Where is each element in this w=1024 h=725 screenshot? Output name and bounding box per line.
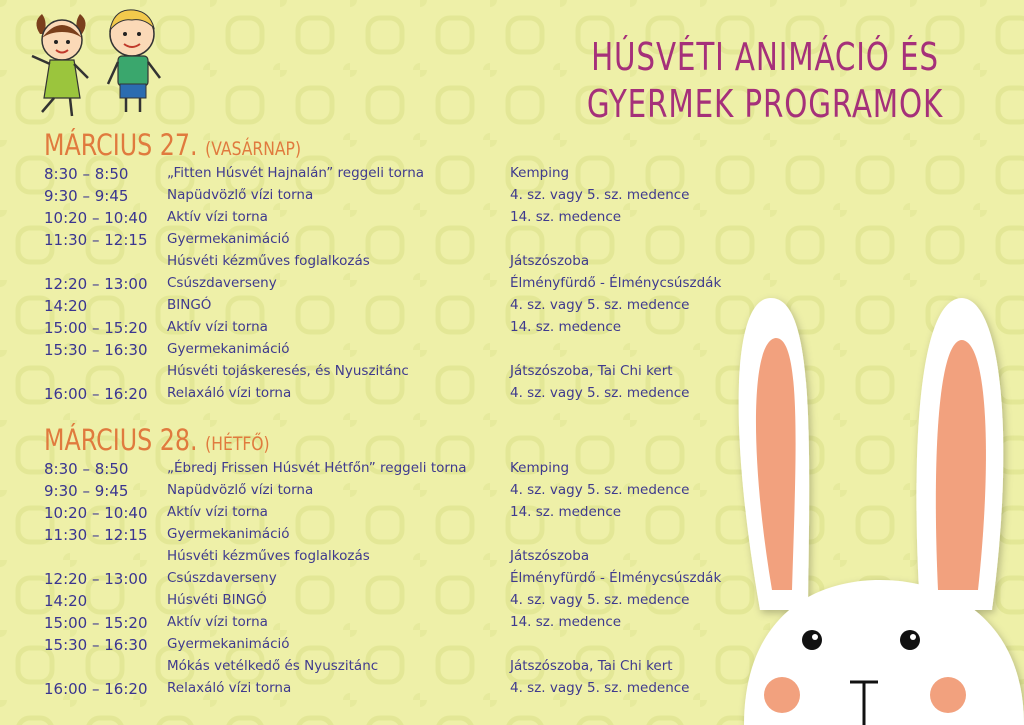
kids-illustration bbox=[20, 4, 180, 122]
day-weekday: (VASÁRNAP) bbox=[205, 138, 302, 160]
day-heading bbox=[44, 130, 438, 164]
title-line-1: HÚSVÉTI ANIMÁCIÓ ÉS bbox=[591, 35, 939, 79]
schedule-program: Gyermekanimáció bbox=[167, 341, 290, 357]
boy-figure bbox=[108, 10, 160, 112]
schedule-program: Aktív vízi torna bbox=[167, 614, 268, 630]
schedule-program: Relaxáló vízi torna bbox=[167, 680, 292, 696]
schedule-program: Húsvéti kézműves foglalkozás bbox=[167, 253, 370, 269]
schedule-program: Húsvéti tojáskeresés, és Nyuszitánc bbox=[167, 363, 409, 379]
schedule-program: Aktív vízi torna bbox=[167, 209, 268, 225]
schedule-program: „Ébredj Frissen Húsvét Hétfőn” reggeli torna bbox=[167, 460, 467, 476]
schedule-time: 16:00 – 16:20 bbox=[44, 680, 148, 698]
schedule-time: 10:20 – 10:40 bbox=[44, 504, 148, 522]
schedule-time: 9:30 – 9:45 bbox=[44, 187, 129, 205]
schedule-time: 15:00 – 15:20 bbox=[44, 614, 148, 632]
schedule-time: 10:20 – 10:40 bbox=[44, 209, 148, 227]
schedule-program: Mókás vetélkedő és Nyuszitánc bbox=[167, 658, 379, 674]
schedule-location: 14. sz. medence bbox=[510, 209, 622, 225]
schedule-location: 4. sz. vagy 5. sz. medence bbox=[510, 385, 690, 401]
schedule-time: 11:30 – 12:15 bbox=[44, 231, 148, 249]
schedule-program: Húsvéti BINGÓ bbox=[167, 592, 267, 608]
page-title bbox=[554, 34, 975, 128]
schedule-time: 15:30 – 16:30 bbox=[44, 341, 148, 359]
schedule-time: 8:30 – 8:50 bbox=[44, 460, 129, 478]
schedule-program: Húsvéti kézműves foglalkozás bbox=[167, 548, 370, 564]
schedule-location: Játszószoba bbox=[510, 548, 590, 564]
schedule-location: 4. sz. vagy 5. sz. medence bbox=[510, 297, 690, 313]
schedule-location: Játszószoba, Tai Chi kert bbox=[510, 363, 673, 379]
bunny-illustration bbox=[730, 290, 1024, 725]
schedule-location: 14. sz. medence bbox=[510, 504, 622, 520]
schedule-program: „Fitten Húsvét Hajnalán” reggeli torna bbox=[167, 165, 425, 181]
day-date: MÁRCIUS 27. bbox=[44, 128, 198, 162]
schedule-time: 15:30 – 16:30 bbox=[44, 636, 148, 654]
schedule-time: 8:30 – 8:50 bbox=[44, 165, 129, 183]
schedule-time: 12:20 – 13:00 bbox=[44, 275, 148, 293]
schedule-location: Kemping bbox=[510, 460, 570, 476]
schedule-program: Csúszdaverseny bbox=[167, 570, 277, 586]
schedule-location: 14. sz. medence bbox=[510, 319, 622, 335]
schedule-time: 11:30 – 12:15 bbox=[44, 526, 148, 544]
title-line-2: GYERMEK PROGRAMOK bbox=[586, 82, 944, 126]
day-heading bbox=[44, 425, 438, 459]
schedule-location: Játszószoba, Tai Chi kert bbox=[510, 658, 673, 674]
schedule-location: Élményfürdő - Élménycsúszdák bbox=[510, 275, 722, 291]
schedule-time: 14:20 bbox=[44, 592, 88, 610]
schedule-program: Aktív vízi torna bbox=[167, 319, 268, 335]
schedule-time: 14:20 bbox=[44, 297, 88, 315]
schedule-program: Csúszdaverseny bbox=[167, 275, 277, 291]
schedule-program: Gyermekanimáció bbox=[167, 526, 290, 542]
schedule-program: Gyermekanimáció bbox=[167, 636, 290, 652]
schedule-location: 4. sz. vagy 5. sz. medence bbox=[510, 482, 690, 498]
schedule-location: Játszószoba bbox=[510, 253, 590, 269]
schedule-location: 4. sz. vagy 5. sz. medence bbox=[510, 592, 690, 608]
schedule-program: Napüdvözlő vízi torna bbox=[167, 482, 314, 498]
schedule-time: 12:20 – 13:00 bbox=[44, 570, 148, 588]
schedule-location: 14. sz. medence bbox=[510, 614, 622, 630]
schedule-program: BINGÓ bbox=[167, 297, 212, 313]
schedule-location: Élményfürdő - Élménycsúszdák bbox=[510, 570, 722, 586]
schedule-location: 4. sz. vagy 5. sz. medence bbox=[510, 680, 690, 696]
schedule-program: Napüdvözlő vízi torna bbox=[167, 187, 314, 203]
schedule-location: 4. sz. vagy 5. sz. medence bbox=[510, 187, 690, 203]
schedule-time: 15:00 – 15:20 bbox=[44, 319, 148, 337]
girl-figure bbox=[32, 14, 88, 116]
schedule-program: Relaxáló vízi torna bbox=[167, 385, 292, 401]
schedule-time: 16:00 – 16:20 bbox=[44, 385, 148, 403]
schedule-program: Gyermekanimáció bbox=[167, 231, 290, 247]
schedule-time: 9:30 – 9:45 bbox=[44, 482, 129, 500]
day-weekday: (HÉTFŐ) bbox=[205, 433, 270, 455]
schedule-program: Aktív vízi torna bbox=[167, 504, 268, 520]
day-date: MÁRCIUS 28. bbox=[44, 423, 198, 457]
schedule-location: Kemping bbox=[510, 165, 570, 181]
